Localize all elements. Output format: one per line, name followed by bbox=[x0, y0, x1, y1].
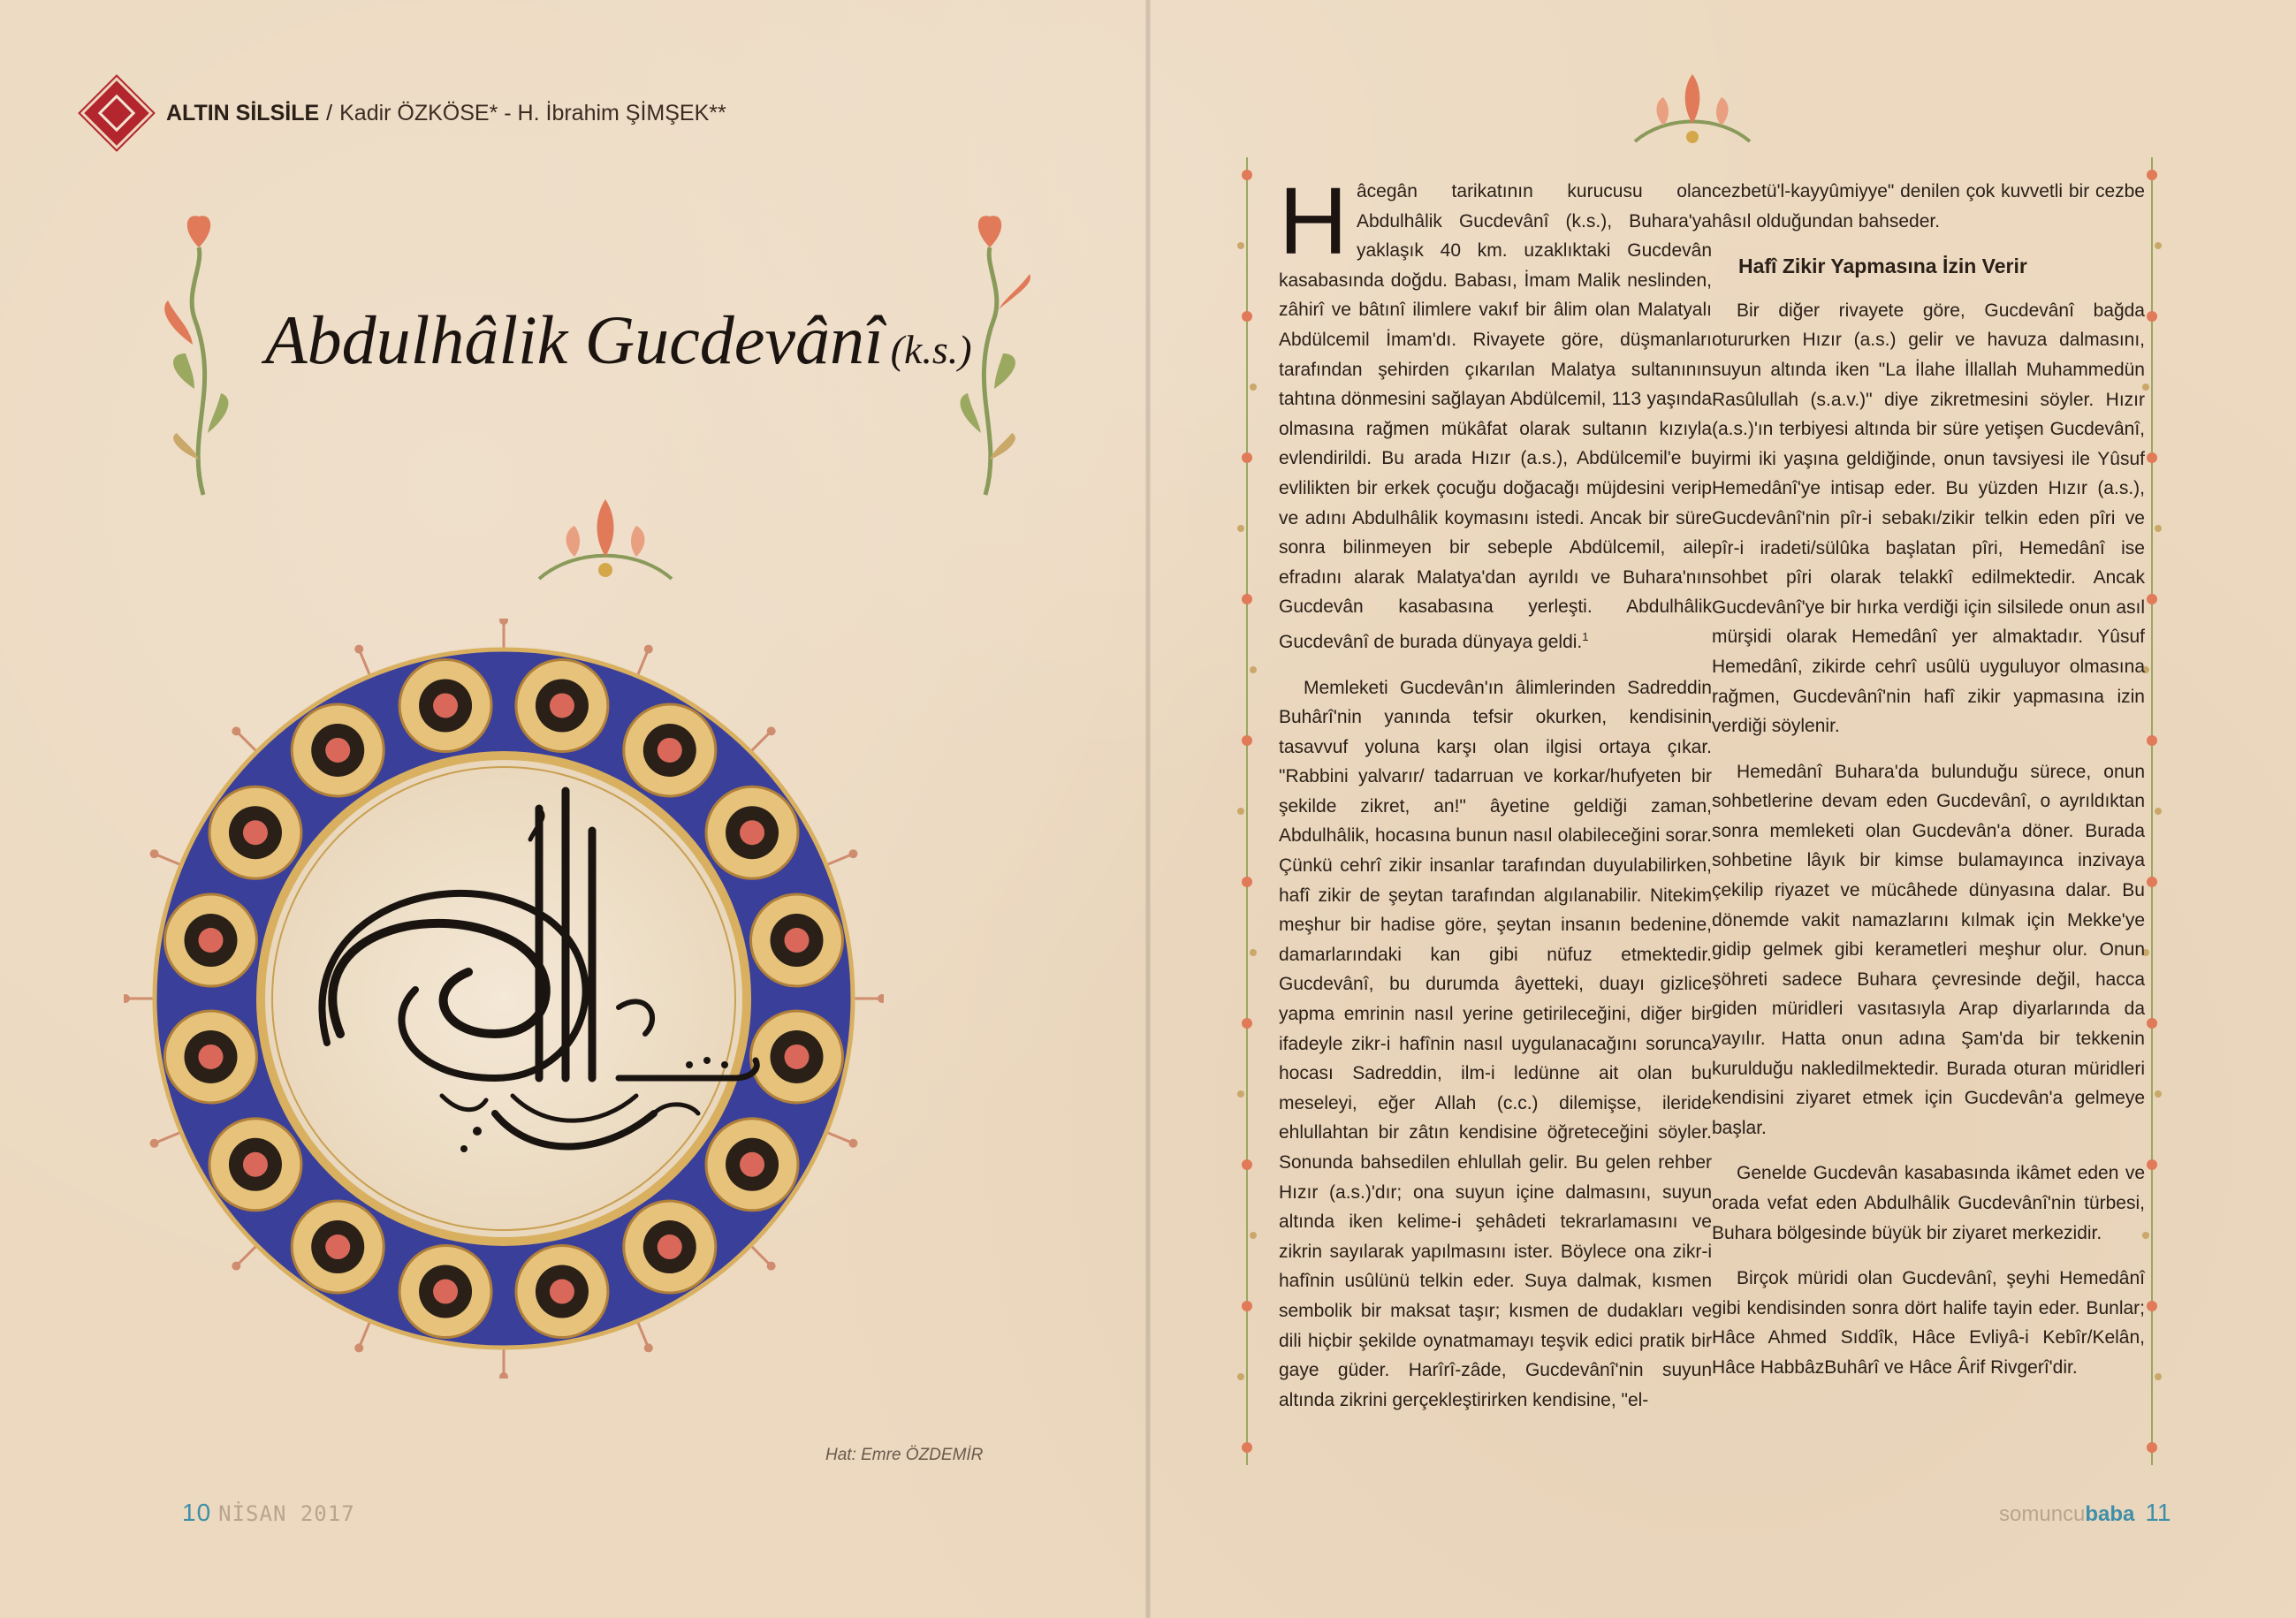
diamond-logo-icon bbox=[84, 80, 149, 146]
page-number-left: 10 bbox=[182, 1499, 212, 1526]
author-names: Kadir ÖZKÖSE* - H. İbrahim ŞİMŞEK** bbox=[339, 100, 726, 125]
section-subheading: Hafî Zikir Yapmasına İzin Verir bbox=[1738, 254, 2027, 278]
article-paragraph bbox=[1279, 167, 1712, 657]
flower-ornament-icon bbox=[530, 495, 680, 592]
title-suffix: (k.s.) bbox=[890, 327, 972, 372]
magazine-name bbox=[1999, 1502, 2134, 1526]
flower-ornament-top-icon bbox=[1626, 71, 1759, 155]
article-paragraph: cezbetü'l-kayyûmiyye" denilen çok kuvvetli bir cezbe hâsıl olduğundan bahseder. bbox=[1712, 181, 2145, 232]
article-paragraph: Genelde Gucdevân kasabasında ikâmet eden ve orada vefat eden Abdulhâlik Gucdevânî'nin türbesi, Buhara bölgesinde büyük bir ziyaret merkezidir. bbox=[1712, 1163, 2145, 1243]
title-main: Abdulhâlik Gucdevânî bbox=[265, 301, 884, 378]
running-header bbox=[85, 81, 726, 145]
article-paragraph: Birçok müridi olan Gucdevânî, şeyhi Hemedânî gibi kendisinden sonra dört halife tayin eder. Bunlar; Hâce Ahmed Sıddîk, Hâce Evliyâ-i Kebîr/Kelân, Hâce HabbâzBuhârî ve Hâce Ârif Rivgerî'dir. bbox=[1712, 1268, 2145, 1378]
folio-right bbox=[1999, 1499, 2171, 1527]
drop-cap: H bbox=[1279, 167, 1348, 274]
folio-left bbox=[182, 1499, 355, 1527]
article-column-1 bbox=[1279, 167, 1712, 1431]
article-paragraph: Memleketi Gucdevân'ın âlimlerinden Sadreddin Buhârî'nin yanında tefsir okurken, kendisinin tasavvuf yoluna karşı olan ilgisi ortaya çıkar. "Rabbini yalvarır/ tadarruan ve korkar/hufyeten bir şekilde zikret, an!" âyetine geldiği zaman, Abdulhâlik, hocasına bunun nasıl olabileceğini sorar. Çünkü cehrî zikir insanlar tarafından duyulabilirken, hafî zikir de şeytan tarafından algılanabilir. Nitekim meşhur bir hadise göre, şeytan insanın bedenine, damarlarındaki kan gibi nüfuz etmektedir. Gucdevânî, bu durumda âyetteki, duayı gizlice yapma emrinin nasıl yerine getirileceğini, diğer bir ifadeyle zikr-i hafînin nasıl uygulanacağını sorunca hocası Sadreddin, ilm-i ledünne ait olan bu meseleyi, eğer Allah (c.c.) dilemişse, ileride ehlullahtan bir zâtın kendisine öğreteceğini söyler. Sonunda bahsedilen ehlullah gelir. Bu gelen rehber Hızır (a.s.)'dır; ona suyun içine dalmasını, suyun altında iken kelime-i şehâdeti tekrarlamasını ve zikrin sayılarak yapılmasını ister. Böylece ona zikr-i hafînin usûlünü telkin eder. Suya dalmak, kısmen sembolik bir maksat taşır; kısmen de dudakları ve dili hiçbir şekilde oynatmamayı teşvik edici pratik bir gaye güder. Harîrî-zâde, Gucdevânî'nin suyun altında zikrini gerçekleştirirken kendisine, "el- bbox=[1279, 677, 1712, 1410]
article-paragraph: Bir diğer rivayete göre, Gucdevânî bağda otururken Hızır (a.s.) gelir ve havuza dalmasını, suyun altında iken "La İlahe İllallah Muhammedün Rasûlullah (s.a.v.)" diye zikretmesini söyler. Hızır (a.s.)'ın terbiyesi altında bir süre yetişen Gucdevânî, yirmi iki yaşına geldiğinde, onun tavsiyesi ile Yûsuf Hemedânî'ye intisap eder. Bu yüzden Hızır (a.s.), Gucdevânî'nin pîr-i sebakı/zikir telkin eden pîri ve pîr-i iradeti/sülûka başlatan pîri, Hemedânî ise sohbet pîri olarak telakkî edilmektedir. Ancak Gucdevânî'ye bir hırka verdiği için silsilede onun asıl mürşidi olarak Hemedânî yer almaktadır. Yûsuf Hemedânî, zikirde cehrî usûlü uyguluyor olmasına rağmen, Gucdevânî'nin hafî zikir yapmasına izin verdiği söylenir. bbox=[1712, 300, 2145, 737]
issue-date: NİSAN 2017 bbox=[218, 1501, 355, 1526]
tulip-left-icon bbox=[150, 212, 247, 504]
page-number-right: 11 bbox=[2145, 1499, 2171, 1526]
article-column-2 bbox=[1712, 177, 2145, 1399]
footnote-marker: 1 bbox=[1582, 629, 1589, 643]
header-separator: / bbox=[326, 100, 333, 125]
article-title bbox=[265, 300, 972, 380]
article-paragraph: Hemedânî Buhara'da bulunduğu sürece, onun sohbetlerine devam eden Gucdevânî, o ayrıldıktan sonra memleketi olan Gucdevân'a döner. Burada sohbetine lâyık bir kimse bulamayınca inzivaya çekilip riyazet ve mücâhede dünyasına dalar. Bu dönemde vakit namazlarını kılmak için Mekke'ye gidip gelmek gibi kerametleri meşhur olur. Onun şöhreti sadece Buhara çevresinde değil, hacca giden müridleri vasıtasıyla Arap diyarlarında da yayılır. Hatta onun adına Şam'da bir tekkenin kurulduğu nakledilmektedir. Burada oturan müridleri kendisini ziyaret etmek için Gucdevân'a gelmeye başlar. bbox=[1712, 761, 2145, 1138]
series-title: ALTIN SİLSİLE bbox=[166, 100, 320, 125]
floral-border-left-icon bbox=[1234, 157, 1260, 1465]
calligraphy-credit: Hat: Emre ÖZDEMİR bbox=[825, 1446, 984, 1464]
header-text bbox=[166, 101, 726, 126]
calligraphy-medallion-icon bbox=[124, 619, 884, 1379]
paragraph-text: âcegân tarikatının kurucusu olan Abdulhâlik Gucdevânî (k.s.), Buhara'ya yaklaşık 40 km. uzaklıktaki Gucdevân kasabasında doğdu. Babası, İmam Malik neslinden, zâhirî ve bâtınî ilimlere vakıf bir âlim olan Malatyalı Abdülcemil İmam'dı. Rivayete göre, düşmanları tarafından şehirden çıkarılan Malatya sultanının tahtına dönmesini sağlayan Abdülcemil, 113 yaşında olmasına rağmen mükâfat olarak sultanın kızıyla evlendirildi. Bu arada Hızır (a.s.), Abdülcemil'e bu evlilikten bir erkek çocuğu doğacağı müjdesini verip ve adını Abdulhâlik koymasını istedi. Ancak bir süre sonra bilinmeyen bir sebeple Abdülcemil, aile efradını alarak Malatya'dan ayrıldı ve Buhara'nın Gucdevân kasabasına yerleşti. Abdulhâlik Gucdevânî de burada dünyaya geldi. bbox=[1279, 181, 1712, 652]
magazine-name-b: baba bbox=[2085, 1502, 2135, 1526]
magazine-name-a: somuncu bbox=[1999, 1502, 2086, 1526]
page-spine bbox=[1145, 0, 1151, 1618]
